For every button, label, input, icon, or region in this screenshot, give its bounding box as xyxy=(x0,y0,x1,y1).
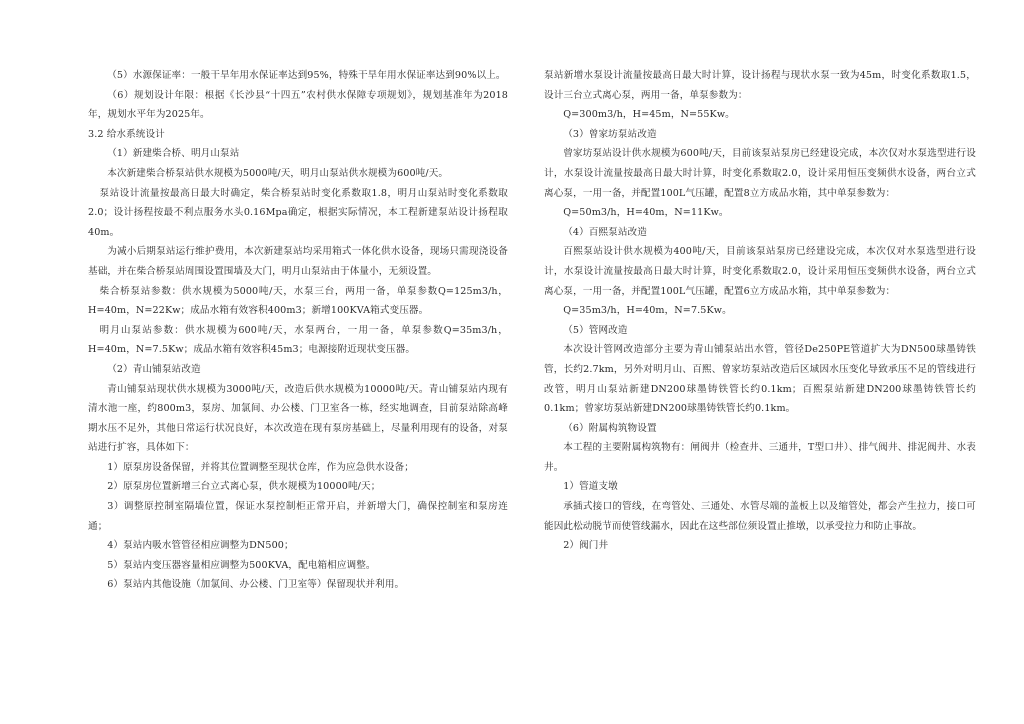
paragraph-ancillary: 本工程的主要附属构筑物有：闸阀井（检查井、三通井，T型口井）、排气阀井、排泥阀井、水表井。 xyxy=(544,442,976,473)
subsection-heading-baixi: （4）百熙泵站改造 xyxy=(563,226,647,238)
right-column xyxy=(544,66,976,556)
paragraph-baixi: 百熙泵站设计供水规模为400吨/天，目前该泵站泵房已经建设完成，本次仅对水泵选型进行设计，水泵设计流量按最高日最大时计算，时变化系数取2.0，设计采用恒压变频供水设备，两台立式离心泵，一用一备，并配置100L气压罐，配置6立方成品水箱，其中单泵参数为： xyxy=(544,246,976,297)
paragraph-integrated-equipment: 为减小后期泵站运行维护费用，本次新建泵站均采用箱式一体化供水设备，现场只需现浇设备基础，并在柴合桥泵站周围设置围墙及大门，明月山泵站由于体量小，无须设置。 xyxy=(88,246,508,277)
subsection-heading-pipe-support: 1）管道支墩 xyxy=(563,481,618,493)
subsection-heading-new-stations: （1）新建柴合桥、明月山泵站 xyxy=(107,148,240,160)
paragraph-new-pump-design: 泵站新增水泵设计流量按最高日最大时计算，设计扬程与现状水泵一致为45m，时变化系数取1.5，设计三台立式离心泵，两用一备，单泵参数为： xyxy=(544,70,976,101)
list-item: 2）原泵房位置新增三台立式离心泵，供水规模为10000吨/天； xyxy=(107,481,381,493)
paragraph-new-station-scale: 本次新建柴合桥泵站供水规模为5000吨/天，明月山泵站供水规模为600吨/天。 xyxy=(107,167,449,179)
subsection-heading-zengjiafang: （3）曾家坊泵站改造 xyxy=(563,128,657,140)
list-item: 5）泵站内变压器容量相应调整为500KVA，配电箱相应调整。 xyxy=(107,559,376,571)
subsection-heading-valve-well: 2）阀门井 xyxy=(563,540,609,552)
paragraph-pump-params: Q=300m3/h，H=45m，N=55Kw。 xyxy=(563,109,735,121)
section-heading-3-2: 3.2 给水系统设计 xyxy=(88,128,165,140)
paragraph-planning-period: （6）规划设计年限：根据《长沙县“十四五”农村供水保障专项规划》，规划基准年为2018年，规划水平年为2025年。 xyxy=(88,89,508,121)
list-item: 3）调整原控制室隔墙位置，保证水泵控制柜正常开启，并新增大门，确保控制室和泵房连通； xyxy=(88,501,508,532)
list-item: 4）泵站内吸水管管径相应调整为DN500； xyxy=(107,540,294,552)
paragraph-chaiheqiao-params: 柴合桥泵站参数：供水规模为5000吨/天，水泵三台，两用一备，单泵参数Q=125m3/h，H=40m，N=22Kw；成品水箱有效容积400m3；新增100KVA箱式变压器。 xyxy=(88,285,508,317)
subsection-heading-ancillary: （6）附属构筑物设置 xyxy=(563,422,657,434)
list-item: 6）泵站内其他设施（加氯间、办公楼、门卫室等）保留现状并利用。 xyxy=(107,579,405,591)
subsection-heading-qingshanpu: （2）青山铺泵站改造 xyxy=(107,363,201,375)
paragraph-mingyueshan-params: 明月山泵站参数：供水规模为600吨/天，水泵两台，一用一备，单泵参数Q=35m3/h，H=40m，N=7.5Kw；成品水箱有效容积45m3；电源接附近现状变压器。 xyxy=(88,324,508,356)
paragraph-design-flow: 泵站设计流量按最高日最大时确定，柴合桥泵站时变化系数取1.8，明月山泵站时变化系数取2.0；设计扬程按最不利点服务水头0.16Mpa确定，根据实际情况，本工程新建泵站设计扬程取40m。 xyxy=(88,187,508,238)
list-item: 1）原泵房设备保留，并将其位置调整至现状仓库，作为应急供水设备； xyxy=(107,461,414,473)
paragraph-pipe-network: 本次设计管网改造部分主要为青山铺泵站出水管，管径De250PE管道扩大为DN500球墨铸铁管，长约2.7km，另外对明月山、百熙、曾家坊泵站改造后区域因水压变化导致承压不足的管线进行改管，明月山泵站新建DN200球墨铸铁管长约0.1km；百熙泵站新建DN200球墨铸铁管长约0.1km；曾家坊泵站新建DN200球墨铸铁管长约0.1km。 xyxy=(544,344,976,415)
paragraph-zengjiafang: 曾家坊泵站设计供水规模为600吨/天，目前该泵站泵房已经建设完成，本次仅对水泵选型进行设计，水泵设计流量按最高日最大时计算，时变化系数取2.0，设计采用恒压变频供水设备，两台立式离心泵，一用一备，并配置100L气压罐，配置8立方成品水箱，其中单泵参数为： xyxy=(544,148,976,199)
subsection-heading-pipe-network: （5）管网改造 xyxy=(563,324,628,336)
paragraph-qingshanpu-status: 青山铺泵站现状供水规模为3000吨/天，改造后供水规模为10000吨/天。青山铺泵站内现有清水池一座，约800m3，泵房、加氯间、办公楼、门卫室各一栋，经实地调查，目前泵站除高峰期水压不足外，其他日常运行状况良好，本次改造在现有泵房基础上，尽量利用现有的设备，对泵站进行扩容，具体如下： xyxy=(88,383,508,454)
paragraph-pipe-support: 承插式接口的管线，在弯管处、三通处、水管尽端的盖板上以及缩管处，都会产生拉力，接口可能因此松动脱节而使管线漏水，因此在这些部位须设置止推墩，以承受拉力和防止事故。 xyxy=(544,501,976,532)
paragraph-zengjiafang-params: Q=50m3/h，H=40m，N=11Kw。 xyxy=(563,207,729,219)
paragraph-baixi-params: Q=35m3/h，H=40m，N=7.5Kw。 xyxy=(563,305,732,317)
paragraph-water-guarantee: （5）水源保证率：一般干旱年用水保证率达到95%，特殊干旱年用水保证率达到90%以上。 xyxy=(107,70,506,81)
left-column xyxy=(88,66,508,595)
